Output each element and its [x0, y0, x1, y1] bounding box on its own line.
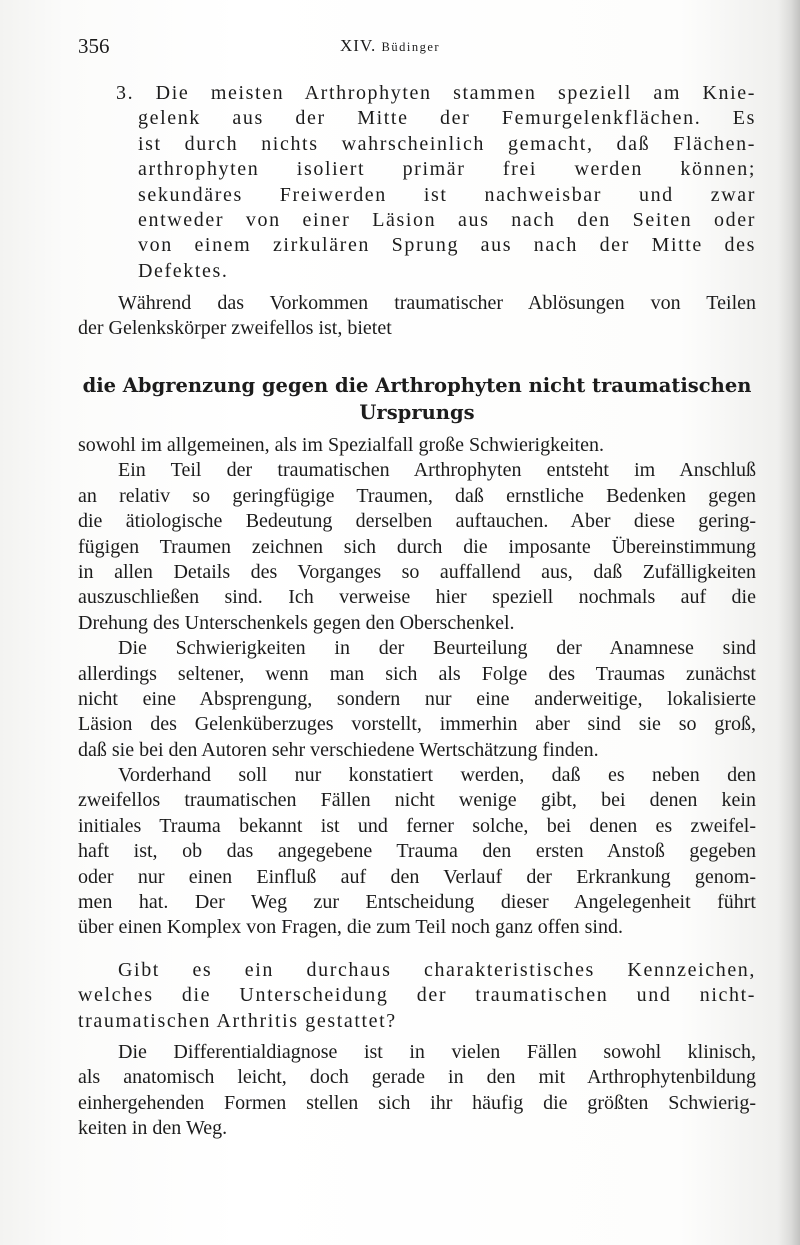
text-line: zweifellos traumatischen Fällen nicht wenige gibt, bei denen kein [78, 789, 756, 812]
text-line: Läsion des Gelenküberzuges vorstellt, immerhin aber sind sie so groß, [78, 713, 756, 736]
text-line: 3. Die meisten Arthrophyten stammen speziell am Knie- [116, 82, 756, 104]
text-line: Die Schwierigkeiten in der Beurteilung der Anamnese sind [118, 637, 756, 660]
text-line: fügigen Traumen zeichnen sich durch die imposante Übereinstimmung [78, 535, 756, 558]
text-line: men hat. Der Weg zur Entscheidung dieser Angelegenheit führt [78, 891, 756, 914]
text-line: haft ist, ob das angegebene Trauma den ersten Anstoß gegeben [78, 840, 756, 863]
text-line: als anatomisch leicht, doch gerade in den mit Arthrophytenbildung [78, 1066, 756, 1089]
closing-paragraph [78, 1040, 756, 1142]
text-line: initiales Trauma bekannt ist und ferner solche, bei denen es zweifel- [78, 814, 756, 837]
text-line: Defektes. [138, 259, 229, 282]
text-line: gelenk aus der Mitte der Femurgelenkflächen. Es [138, 107, 756, 130]
page-gutter-shadow [778, 0, 800, 1245]
text-line: auszuschließen sind. Ich verweise hier speziell nochmals auf die [78, 586, 756, 609]
running-head-name: Büdinger [381, 40, 441, 54]
text-line: einhergehenden Formen stellen sich ihr häufig die größten Schwierig- [78, 1091, 756, 1114]
text-line: ist durch nichts wahrscheinlich gemacht, daß Flächen- [138, 132, 756, 155]
body-text [78, 433, 756, 941]
text-line: Während das Vorkommen traumatischer Ablösungen von Teilen [118, 292, 756, 314]
text-line: sekundäres Freiwerden ist nachweisbar und zwar [138, 183, 756, 206]
text-line: an relativ so geringfügige Traumen, daß ernstliche Bedenken gegen [78, 484, 756, 507]
text-line: sowohl im allgemeinen, als im Spezialfall große Schwierigkeiten. [78, 434, 604, 456]
running-head-prefix: XIV. [340, 36, 382, 55]
text-line: traumatischen Arthritis gestattet? [78, 1009, 397, 1032]
text-line: von einem zirkulären Sprung aus nach der Mitte des [138, 234, 756, 257]
question-paragraph [78, 958, 756, 1034]
text-line: über einen Komplex von Fragen, die zum Teil noch ganz offen sind. [78, 916, 623, 939]
text-line: Gibt es ein durchaus charakteristisches Kennzeichen, [118, 959, 756, 981]
text-line: der Gelenkskörper zweifellos ist, bietet [78, 317, 392, 340]
text-line: keiten in den Weg. [78, 1117, 228, 1140]
page-header [78, 34, 758, 64]
text-line: daß sie bei den Autoren sehr verschiedene Wertschätzung finden. [78, 738, 599, 761]
text-line: nicht eine Absprengung, sondern nur eine anderweitige, lokalisierte [78, 687, 756, 710]
section-heading [78, 372, 756, 426]
text-line: in allen Details des Vorganges so auffallend aus, daß Zufälligkeiten [78, 560, 756, 583]
text-line: welches die Unterscheidung der traumatischen und nicht- [78, 984, 756, 1007]
running-head [340, 36, 440, 56]
text-line: arthrophyten isoliert primär frei werden können; [138, 158, 756, 181]
page-number: 356 [78, 34, 110, 58]
text-line: allerdings seltener, wenn man sich als Folge des Traumas zunächst [78, 662, 756, 685]
section-heading-line-2: Ursprungs [359, 401, 475, 424]
text-line: oder nur einen Einfluß auf den Verlauf der Erkrankung genom- [78, 865, 756, 888]
text-line: die ätiologische Bedeutung derselben auftauchen. Aber diese gering- [78, 510, 756, 533]
section-heading-line-1: die Abgrenzung gegen die Arthrophyten nicht traumatischen [82, 374, 752, 397]
text-line: Vorderhand soll nur konstatiert werden, daß es neben den [118, 764, 756, 787]
text-line: Ein Teil der traumatischen Arthrophyten entsteht im Anschluß [118, 459, 756, 482]
text-line: Die Differentialdiagnose ist in vielen Fällen sowohl klinisch, [118, 1041, 756, 1063]
summary-point-3 [78, 81, 756, 284]
intro-paragraph [78, 291, 756, 342]
text-line: entweder von einer Läsion aus nach den Seiten oder [138, 208, 756, 231]
text-line: Drehung des Unterschenkels gegen den Oberschenkel. [78, 611, 515, 634]
